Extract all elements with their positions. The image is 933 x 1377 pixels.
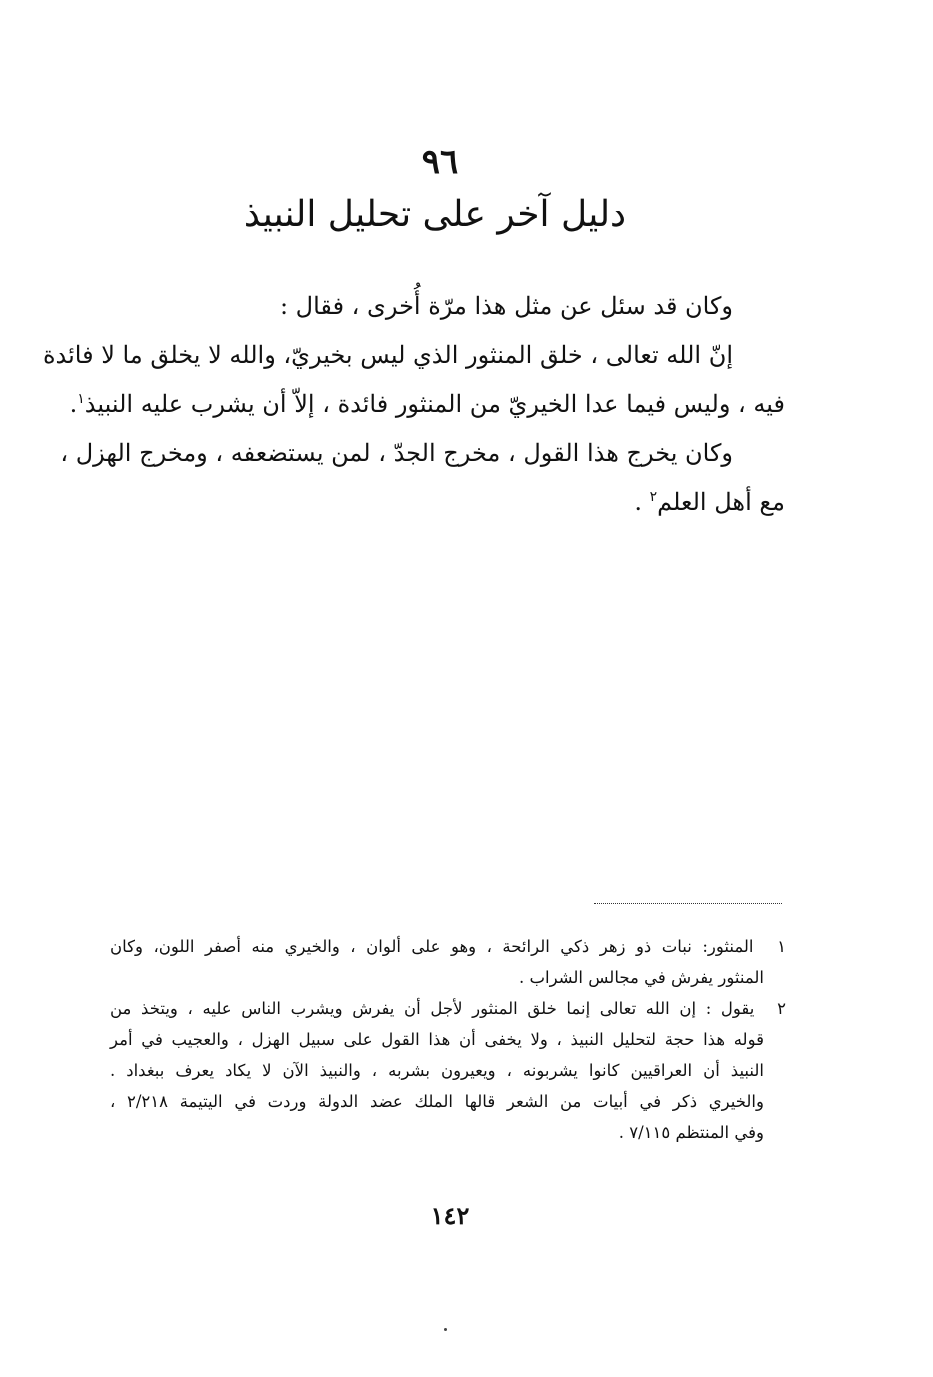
text-line — [69, 380, 785, 429]
page-number: ١٤٢ — [430, 1201, 470, 1230]
footnote-line — [110, 993, 786, 1024]
footnote-number: ٢ — [777, 999, 786, 1018]
footnote — [110, 993, 786, 1148]
chapter-title: دليل آخر على تحليل النبيذ — [243, 194, 627, 235]
footnote-separator — [594, 903, 782, 904]
footnote-marker: ١ — [77, 391, 85, 407]
footnote-number: ١ — [777, 937, 786, 956]
footnote-text: المنثور: نبات ذو زهر ذكي الرائحة ، وهو على ألوان ، والخيري منه أصفر اللون، وكان — [110, 937, 754, 956]
sentence-end: . — [69, 390, 78, 418]
footnote-marker: ٢ — [649, 489, 658, 505]
footnote — [110, 931, 786, 993]
footnote-line — [110, 931, 786, 962]
footnote-line: النبيذ أن العراقيين كانوا يشربونه ، ويعيرون بشربه ، والنبيذ الآن لا يكاد يعرف ببغداد . — [110, 1061, 764, 1080]
section-number: ٩٦ — [421, 142, 459, 182]
text-line — [105, 478, 785, 527]
text-line: وكان قد سئل عن مثل هذا مرّة أُخرى ، فقال : — [279, 292, 733, 320]
text-line: وكان يخرج هذا القول ، مخرج الجدّ ، لمن يستضعفه ، ومخرج الهزل ، — [60, 439, 733, 467]
footnote-line: قوله هذا حجة لتحليل النبيذ ، ولا يخفى أن هذا القول على سبيل الهزل ، والعجيب في أمر — [110, 1030, 764, 1049]
text-line-content: مع أهل العلم — [657, 488, 785, 516]
text-line-content: فيه ، وليس فيما عدا الخيريّ من المنثور فائدة ، إلاّ أن يشرب عليه النبيذ — [84, 390, 785, 418]
footnote-line: المنثور يفرش في مجالس الشراب . — [518, 968, 764, 987]
footnote-line: والخيري ذكر في أبيات من الشعر قالها الملك عضد الدولة وردت في اليتيمة ٢/٢١٨ ، — [110, 1092, 764, 1111]
main-text — [42, 282, 785, 527]
text-line: إنّ الله تعالى ، خلق المنثور الذي ليس بخيريّ، والله لا يخلق ما لا فائدة — [42, 341, 733, 369]
footnote-text: يقول : إن الله تعالى إنما خلق المنثور لأجل أن يفرش ويشرب الناس عليه ، ويتخذ من — [110, 999, 755, 1018]
footnote-line: وفي المنتظم ٧/١١٥ . — [618, 1123, 764, 1142]
footnotes — [110, 931, 786, 1148]
scan-speck — [444, 1328, 447, 1331]
sentence-end: . — [634, 488, 650, 516]
